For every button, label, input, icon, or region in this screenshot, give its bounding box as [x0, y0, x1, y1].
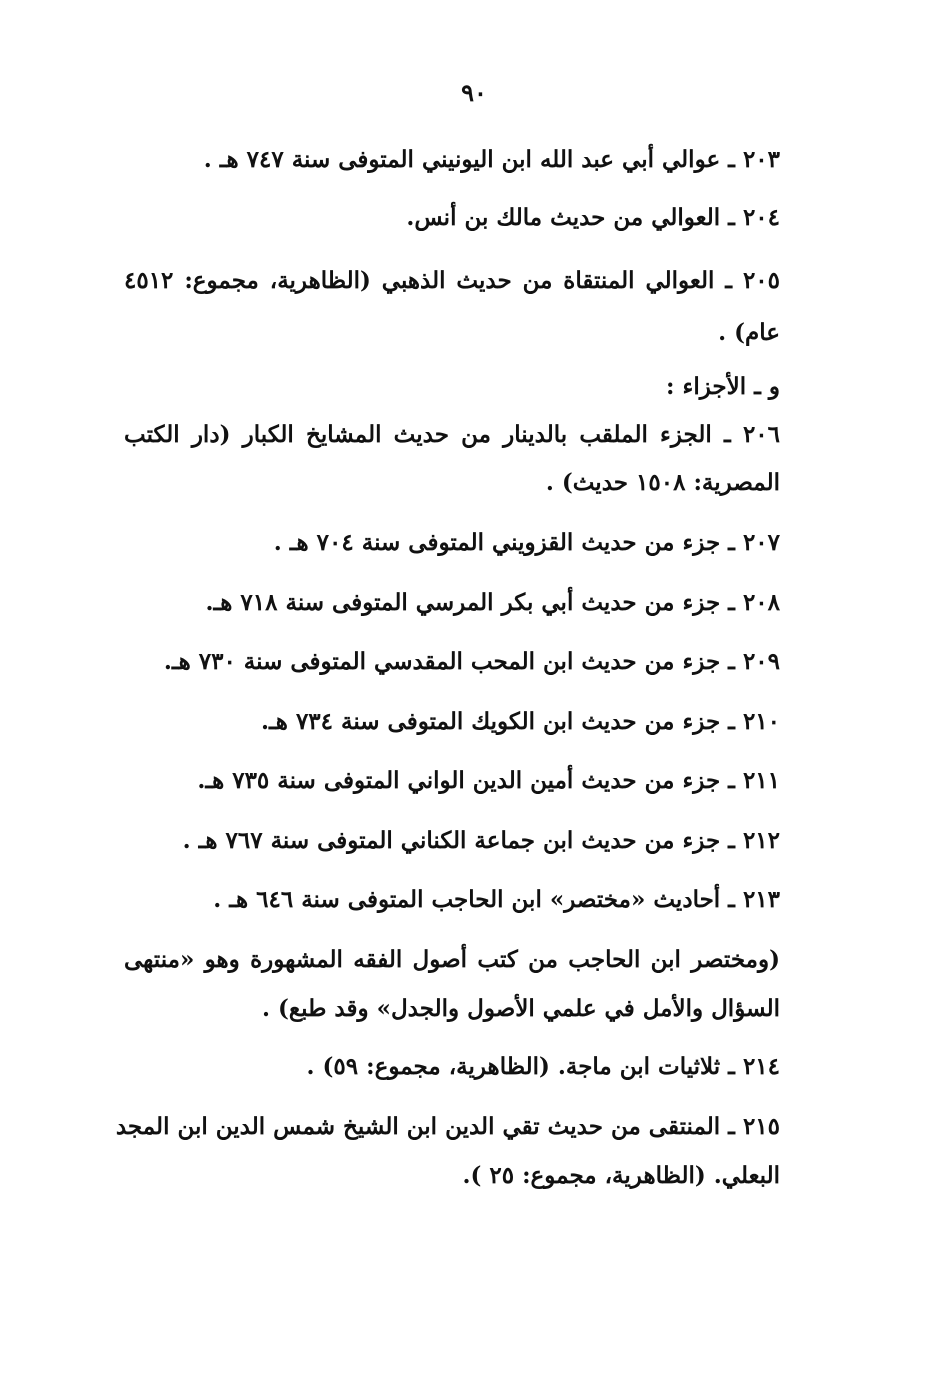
entry-203: ٢٠٣ ـ عوالي أبي عبد الله ابن اليونيني المتوفى سنة ٧٤٧ هـ .	[203, 146, 780, 173]
entry-215: ٢١٥ ـ المنتقى من حديث تقي الدين ابن الشيخ شمس الدين ابن المجد	[115, 1113, 780, 1140]
note-mukhtasar-continuation: السؤال والأمل في علمي الأصول والجدل» وقد طبع) .	[262, 995, 780, 1022]
entry-210: ٢١٠ ـ جزء من حديث ابن الكويك المتوفى سنة ٧٣٤ هـ.	[261, 708, 780, 735]
entry-211: ٢١١ ـ جزء من حديث أمين الدين الواني المتوفى سنة ٧٣٥ هـ.	[197, 767, 780, 794]
entry-204: ٢٠٤ ـ العوالي من حديث مالك بن أنس.	[406, 204, 780, 231]
entry-215-continuation: البعلي. (الظاهرية، مجموع: ٢٥ ).	[462, 1162, 780, 1189]
entry-209: ٢٠٩ ـ جزء من حديث ابن المحب المقدسي المتوفى سنة ٧٣٠ هـ.	[163, 648, 780, 675]
page-number: ٩٠	[461, 78, 487, 107]
section-heading-ajza: و ـ الأجزاء :	[666, 373, 780, 400]
entry-205: ٢٠٥ ـ العوالي المنتقاة من حديث الذهبي (الظاهرية، مجموع: ٤٥١٢	[124, 267, 780, 294]
entry-206: ٢٠٦ ـ الجزء الملقب بالدينار من حديث المشايخ الكبار (دار الكتب	[124, 421, 780, 448]
entry-206-continuation: المصرية: ١٥٠٨ حديث) .	[545, 469, 780, 496]
entry-208: ٢٠٨ ـ جزء من حديث أبي بكر المرسي المتوفى سنة ٧١٨ هـ.	[205, 589, 780, 616]
entry-205-continuation: عام) .	[718, 319, 780, 346]
note-mukhtasar: (ومختصر ابن الحاجب من كتب أصول الفقه المشهورة وهو «منتهى	[124, 946, 780, 973]
entry-213: ٢١٣ ـ أحاديث «مختصر» ابن الحاجب المتوفى سنة ٦٤٦ هـ .	[213, 886, 780, 913]
entry-207: ٢٠٧ ـ جزء من حديث القزويني المتوفى سنة ٧٠٤ هـ .	[273, 529, 780, 556]
entry-214: ٢١٤ ـ ثلاثيات ابن ماجة. (الظاهرية، مجموع: ٥٩) .	[306, 1053, 780, 1080]
entry-212: ٢١٢ ـ جزء من حديث ابن جماعة الكناني المتوفى سنة ٧٦٧ هـ .	[182, 827, 780, 854]
